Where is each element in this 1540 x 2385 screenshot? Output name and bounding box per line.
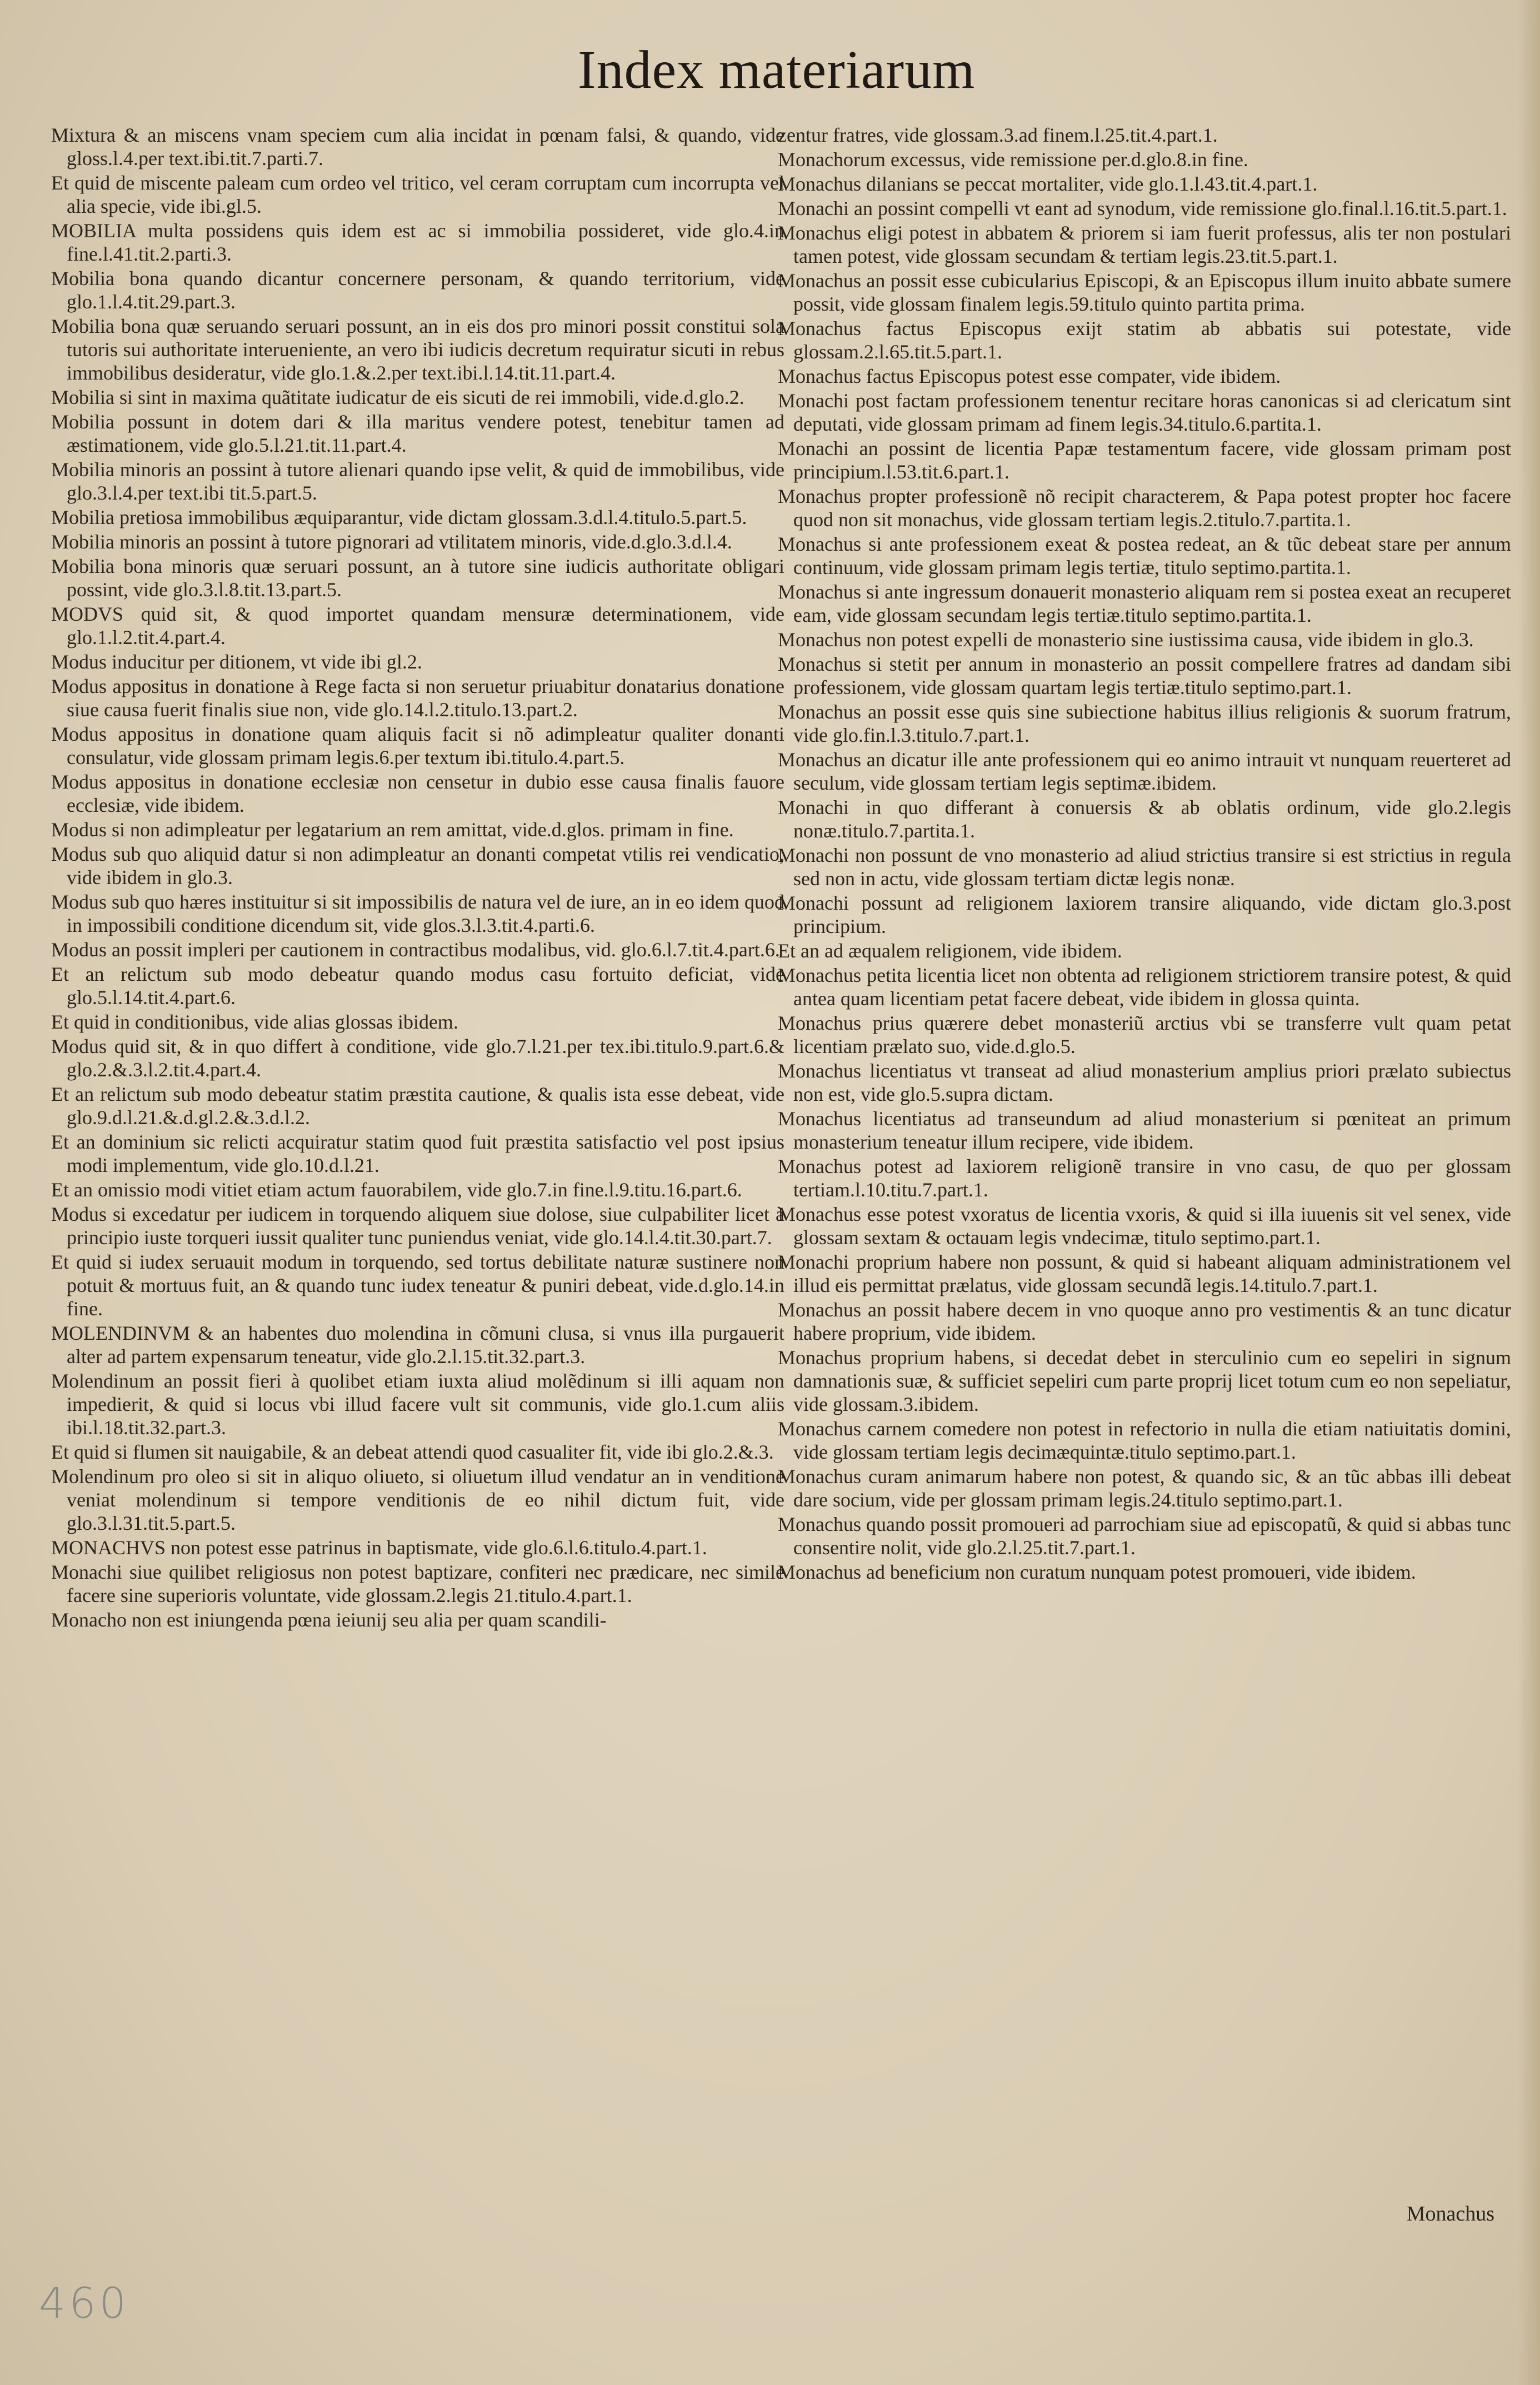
index-entry: Monachus dilanians se peccat mortaliter, vide glo.1.l.43.tit.4.part.1. [778, 173, 1318, 195]
index-entry: Et an relictum sub modo debeatur quando modus casu fortuito deficiat, vide glo.5.l.14.tit.4.part.6. [51, 963, 784, 1009]
index-entry: Mobilia bona minoris quæ seruari possunt, an à tutore sine iudicis authoritate obligari possint, vide glo.3.l.8.tit.13.part.5. [51, 555, 784, 601]
index-entry: Et quid si iudex seruauit modum in torquendo, sed tortus debilitate naturæ sustinere non potuit & mortuus fuit, an & quando tunc iudex teneatur & puniri debeat, vide.d.glo.14.in fine. [51, 1251, 784, 1320]
index-entry: Et quid si flumen sit nauigabile, & an debeat attendi quod casualiter fit, vide ibi glo.2.&.3. [51, 1441, 774, 1463]
index-entry: Monachus quando possit promoueri ad parrochiam siue ad episcopatũ, & quid si abbas tunc consentire nolit, vide glo.2.l.25.tit.7.part.1. [778, 1513, 1511, 1559]
index-entry: Modus appositus in donatione ecclesiæ non censetur in dubio esse causa finalis fauore ecclesiæ, vide ibidem. [51, 771, 784, 816]
index-entry: MOBILIA multa possidens quis idem est ac si immobilia possideret, vide glo.4.in fine.l.41.tit.2.parti.3. [51, 219, 784, 265]
index-entry: Monachi in quo differant à conuersis & ab oblatis ordinum, vide glo.2.legis nonæ.titulo.7.partita.1. [778, 796, 1511, 842]
index-entry: Monachus an possit habere decem in vno quoque anno pro vestimentis & an tunc dicatur habere proprium, vide ibidem. [778, 1299, 1511, 1344]
index-entry: Monachus an possit esse cubicularius Episcopi, & an Episcopus illum inuito abbate sumere possit, vide glossam finalem legis.59.titulo quinto partita prima. [778, 270, 1511, 315]
index-entry: Mobilia minoris an possint à tutore pignorari ad vtilitatem minoris, vide.d.glo.3.d.l.4. [51, 531, 732, 553]
index-entry: Monachus si ante professionem exeat & postea redeat, an & tũc debeat stare per annum continuum, vide glossam primam legis tertiæ, titulo septimo.partita.1. [778, 533, 1511, 578]
index-entry: Et quid de miscente paleam cum ordeo vel tritico, vel ceram corruptam cum incorrupta vel alia specie, vide ibi.gl.5. [51, 172, 784, 217]
index-entry: Modus si excedatur per iudicem in torquendo aliquem siue dolose, siue culpabiliter licet à principio iuste torqueri iussit qualiter tunc puniendus veniat, vide glo.14.l.4.tit.30.part.7. [51, 1203, 784, 1249]
index-entry: Monachus si stetit per annum in monasterio an possit compellere fratres ad dandam sibi professionem, vide glossam quartam legis tertiæ.titulo septimo.part.1. [778, 653, 1511, 698]
index-entry: Monachus petita licentia licet non obtenta ad religionem strictiorem transire potest, & quid antea quam licentiam petat facere debeat, vide ibidem in glossa quinta. [778, 964, 1511, 1010]
index-entry: Monachi siue quilibet religiosus non potest baptizare, confiteri nec prædicare, nec simile facere sine superioris voluntate, vide glossam.2.legis 21.titulo.4.part.1. [51, 1561, 784, 1606]
index-entry: Modus sub quo hæres instituitur si sit impossibilis de natura vel de iure, an in eo idem quod in impossibili conditione dicendum sit, vide glos.3.l.3.tit.4.parti.6. [51, 891, 784, 936]
index-entry: Monachus carnem comedere non potest in refectorio in nulla die etiam natiuitatis domini, vide glossam tertiam legis decimæquintæ.titulo septimo.part.1. [778, 1418, 1511, 1463]
running-header: Index materiarum [578, 40, 976, 100]
index-entry: Monachi possunt ad religionem laxiorem transire aliquando, vide dictam glo.3.post principium. [778, 892, 1511, 937]
index-entry: Monachus eligi potest in abbatem & priorem si iam fuerit professus, alis ter non postulari tamen potest, vide glossam secundam & tertiam legis.23.tit.5.part.1. [778, 222, 1511, 267]
index-entry: Modus quid sit, & in quo differt à conditione, vide glo.7.l.21.per tex.ibi.titulo.9.part.6.& glo.2.&.3.l.2.tit.4.part.4. [51, 1035, 784, 1081]
index-entry: Monachi an possint compelli vt eant ad synodum, vide remissione glo.final.l.16.tit.5.part.1. [778, 197, 1507, 219]
right-column [778, 123, 1511, 1585]
index-entry: Modus si non adimpleatur per legatarium an rem amittat, vide.d.glos. primam in fine. [51, 819, 734, 841]
index-entry: Monachus prius quærere debet monasteriũ arctius vbi se transferre vult quam petat licentiam prælato suo, vide.d.glo.5. [778, 1012, 1511, 1057]
index-entry: Monachus factus Episcopus exijt statim ab abbatis sui potestate, vide glossam.2.l.65.tit.5.part.1. [778, 317, 1511, 363]
index-entry: Modus appositus in donatione à Rege facta si non seruetur priuabitur donatarius donatione siue causa fuerit finalis siue non, vide glo.14.l.2.titulo.13.part.2. [51, 675, 784, 721]
index-entry: MOLENDINVM & an habentes duo molendina in cõmuni clusa, si vnus illa purgauerit alter ad partem expensarum teneatur, vide glo.2.l.15.tit.32.part.3. [51, 1322, 784, 1368]
index-entry: Monachi non possunt de vno monasterio ad aliud strictius transire si est strictius in regula sed non in actu, vide glossam tertiam dictæ legis nonæ. [778, 844, 1511, 890]
index-entry: Mobilia bona quæ seruando seruari possunt, an in eis dos pro minori possit constitui sola tutoris sui authoritate interueniente, an vero ibi iudicis decretum requiratur sicuti in rebus immobilibus desideratur, vide glo.1.&.2.per text.ibi.l.14.tit.11.part.4. [51, 315, 784, 384]
index-entry: zentur fratres, vide glossam.3.ad finem.l.25.tit.4.part.1. [778, 124, 1218, 146]
index-entry: Modus an possit impleri per cautionem in contractibus modalibus, vid. glo.6.l.7.tit.4.part.6. [51, 939, 780, 961]
left-column [51, 123, 784, 1633]
index-entry: Et an dominium sic relicti acquiratur statim quod fuit præstita satisfactio vel post ipsius modi implementum, vide glo.10.d.l.21. [51, 1131, 784, 1176]
index-entry: Monachus ad beneficium non curatum nunquam potest promoueri, vide ibidem. [778, 1561, 1416, 1583]
index-entry: Et an omissio modi vitiet etiam actum fauorabilem, vide glo.7.in fine.l.9.titu.16.part.6. [51, 1179, 742, 1201]
index-entry: Et an relictum sub modo debeatur statim præstita cautione, & qualis ista esse debeat, vide glo.9.d.l.21.&.d.gl.2.&.3.d.l.2. [51, 1083, 784, 1129]
page-edge-shadow [1518, 0, 1540, 2385]
index-entry: Monachus esse potest vxoratus de licentia vxoris, & quid si illa iuuenis sit vel senex, vide glossam sextam & octauam legis vndecimæ, titulo septimo.part.1. [778, 1203, 1511, 1249]
index-entry: Mobilia si sint in maxima quãtitate iudicatur de eis sicuti de rei immobili, vide.d.glo.2. [51, 386, 744, 408]
index-entry: Monachus potest ad laxiorem religionẽ transire in vno casu, de quo per glossam tertiam.l.10.titu.7.part.1. [778, 1155, 1511, 1201]
index-entry: Monachus si ante ingressum donauerit monasterio aliquam rem si postea exeat an recuperet eam, vide glossam secundam legis tertiæ.titulo septimo.partita.1. [778, 581, 1511, 626]
handwritten-page-number: 460 [39, 2278, 130, 2328]
index-entry: Monachus an dicatur ille ante professionem qui eo animo intrauit vt nunquam reuerteret ad seculum, vide glossam tertiam legis septimæ.ibidem. [778, 749, 1511, 794]
index-entry: Modus inducitur per ditionem, vt vide ibi gl.2. [51, 651, 422, 673]
index-entry: Et quid in conditionibus, vide alias glossas ibidem. [51, 1011, 458, 1033]
index-entry: Mixtura & an miscens vnam speciem cum alia incidat in pœnam falsi, & quando, vide gloss.l.4.per text.ibi.tit.7.parti.7. [51, 124, 784, 169]
index-entry: Molendinum pro oleo si sit in aliquo oliueto, si oliuetum illud vendatur an in venditione veniat molendinum si tempore venditionis de eo nihil dictum fuit, vide glo.3.l.31.tit.5.part.5. [51, 1465, 784, 1534]
index-entry: Mobilia pretiosa immobilibus æquiparantur, vide dictam glossam.3.d.l.4.titulo.5.part.5. [51, 506, 747, 528]
index-entry: MONACHVS non potest esse patrinus in baptismate, vide glo.6.l.6.titulo.4.part.1. [51, 1536, 707, 1559]
index-entry: Monachus licentiatus vt transeat ad aliud monasterium amplius priori prælato subiectus non est, vide glo.5.supra dictam. [778, 1060, 1511, 1105]
index-entry: MODVS quid sit, & quod importet quandam mensuræ determinationem, vide glo.1.l.2.tit.4.part.4. [51, 603, 784, 648]
index-entry: Mobilia possunt in dotem dari & illa maritus vendere potest, tenebitur tamen ad æstimationem, vide glo.5.l.21.tit.11.part.4. [51, 411, 784, 456]
index-entry: Monachus factus Episcopus potest esse compater, vide ibidem. [778, 365, 1281, 387]
index-entry: Monachi post factam professionem tenentur recitare horas canonicas si ad clericatum sint deputati, vide glossam primam ad finem legis.34.titulo.6.partita.1. [778, 390, 1511, 435]
index-entry: Monacho non est iniungenda pœna ieiunij seu alia per quam scandili- [51, 1609, 607, 1631]
index-entry: Monachus propter professionẽ nõ recipit characterem, & Papa potest propter hoc facere quod non sit monachus, vide glossam tertiam legis.2.titulo.7.partita.1. [778, 485, 1511, 531]
index-entry: Monachi proprium habere non possunt, & quid si habeant aliquam administrationem vel illud eis permittat prælatus, vide glossam secundã legis.14.titulo.7.part.1. [778, 1251, 1511, 1296]
index-entry: Modus appositus in donatione quam aliquis facit si nõ adimpleatur qualiter donanti consulatur, vide glossam primam legis.6.per textum ibi.titulo.4.part.5. [51, 723, 784, 769]
index-entry: Monachus curam animarum habere non potest, & quando sic, & an tũc abbas illi debeat dare socium, vide per glossam primam legis.24.titulo septimo.part.1. [778, 1465, 1511, 1511]
index-entry: Et an ad æqualem religionem, vide ibidem. [778, 940, 1122, 962]
index-entry: Monachus non potest expelli de monasterio sine iustissima causa, vide ibidem in glo.3. [778, 628, 1474, 651]
index-entry: Mobilia bona quando dicantur concernere personam, & quando territorium, vide glo.1.l.4.tit.29.part.3. [51, 267, 784, 313]
index-entry: Monachus an possit esse quis sine subiectione habitus illius religionis & suorum fratrum, vide glo.fin.l.3.titulo.7.part.1. [778, 701, 1511, 746]
index-entry: Mobilia minoris an possint à tutore alienari quando ipse velit, & quid de immobilibus, vide glo.3.l.4.per text.ibi tit.5.part.5. [51, 458, 784, 504]
index-entry: Monachus licentiatus ad transeundum ad aliud monasterium si pœniteat an primum monasterium teneatur illum recipere, vide ibidem. [778, 1107, 1511, 1153]
index-entry: Molendinum an possit fieri à quolibet etiam iuxta aliud molẽdinum si illi aquam non impedierit, & quid si locus vbi illud facere vult sit communis, vide glo.1.cum aliis ibi.l.18.tit.32.part.3. [51, 1370, 784, 1439]
index-entry: Monachorum excessus, vide remissione per.d.glo.8.in fine. [778, 148, 1248, 171]
index-entry: Modus sub quo aliquid datur si non adimpleatur an donanti competat vtilis rei vendicatio, vide ibidem in glo.3. [51, 843, 784, 889]
catchword: Monachus [1406, 2202, 1494, 2226]
index-entry: Monachi an possint de licentia Papæ testamentum facere, vide glossam primam post principium.l.53.tit.6.part.1. [778, 437, 1511, 483]
index-entry: Monachus proprium habens, si decedat debet in sterculinio cum eo sepeliri in signum damnationis suæ, & sufficiet sepeliri cum parte proprij licet totum cum eo non sepeliatur, vide glossam.3.ibidem. [778, 1346, 1511, 1415]
